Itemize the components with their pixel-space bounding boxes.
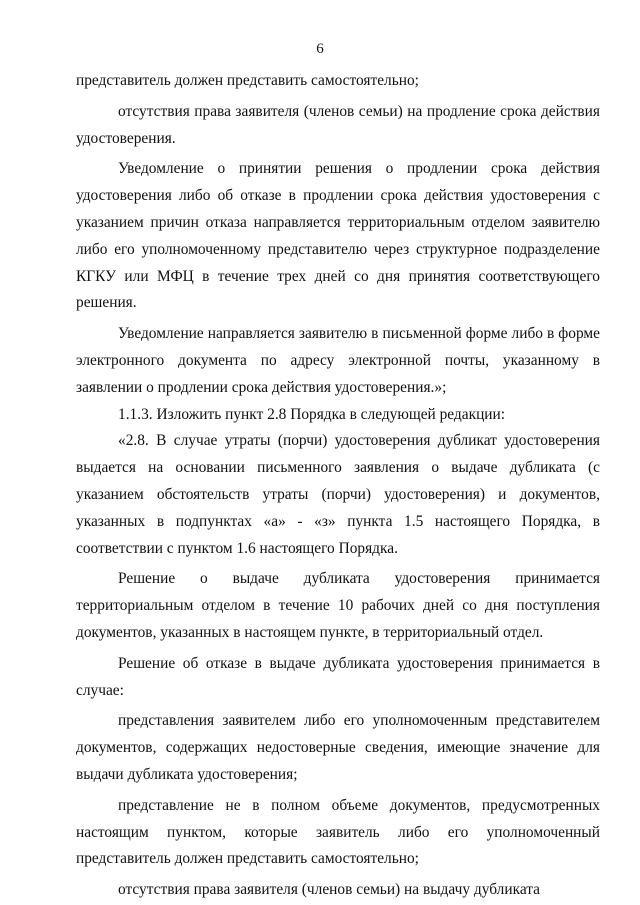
- paragraph: Решение о выдаче дубликата удостоверения принимается территориальным отделом в течение 10 рабочих дней со дня поступления документов, указанных в настоящем пункте, в территориальный отдел.: [76, 570, 600, 641]
- paragraph: Уведомление направляется заявителю в письменной форме либо в форме электронного документа по адресу электронной почты, указанному в заявлении о продлении срока действия удостоверения.»;: [76, 325, 600, 396]
- paragraph: отсутствия права заявителя (членов семьи) на продление срока действия удостоверения.: [76, 102, 600, 147]
- paragraph: Решение об отказе в выдаче дубликата удостоверения принимается в случае:: [76, 654, 600, 699]
- page-number: 6: [316, 41, 324, 57]
- paragraph: Уведомление о принятии решения о продлении срока действия удостоверения либо об отказе в продлении срока действия удостоверения с указанием причин отказа направляется территориальным отделом заявителю либо его уполномоченному представителю через структурное подразделение КГКУ или МФЦ в течение трех дней со дня принятия соответствующего решения.: [76, 160, 600, 312]
- paragraph: «2.8. В случае утраты (порчи) удостоверения дубликат удостоверения выдается на основании письменного заявления о выдаче дубликата (с указанием обстоятельств утраты (порчи) удостоверения) и документов, указанных в подпунктах «а» - «з» пункта 1.5 настоящего Порядка, в соответствии с пунктом 1.6 настоящего Порядка.: [76, 432, 600, 557]
- paragraph: 1.1.3. Изложить пункт 2.8 Порядка в следующей редакции:: [118, 405, 506, 423]
- document-body: [76, 68, 600, 904]
- paragraph: отсутствия права заявителя (членов семьи) на выдачу дубликата: [118, 881, 540, 899]
- paragraph: представитель должен представить самостоятельно;: [76, 72, 419, 89]
- paragraph: представление не в полном объеме документов, предусмотренных настоящим пунктом, которые заявитель либо его уполномоченный представитель должен представить самостоятельно;: [76, 796, 600, 868]
- paragraph: представления заявителем либо его уполномоченным представителем документов, содержащих недостоверные сведения, имеющие значение для выдачи дубликата удостоверения;: [76, 712, 600, 783]
